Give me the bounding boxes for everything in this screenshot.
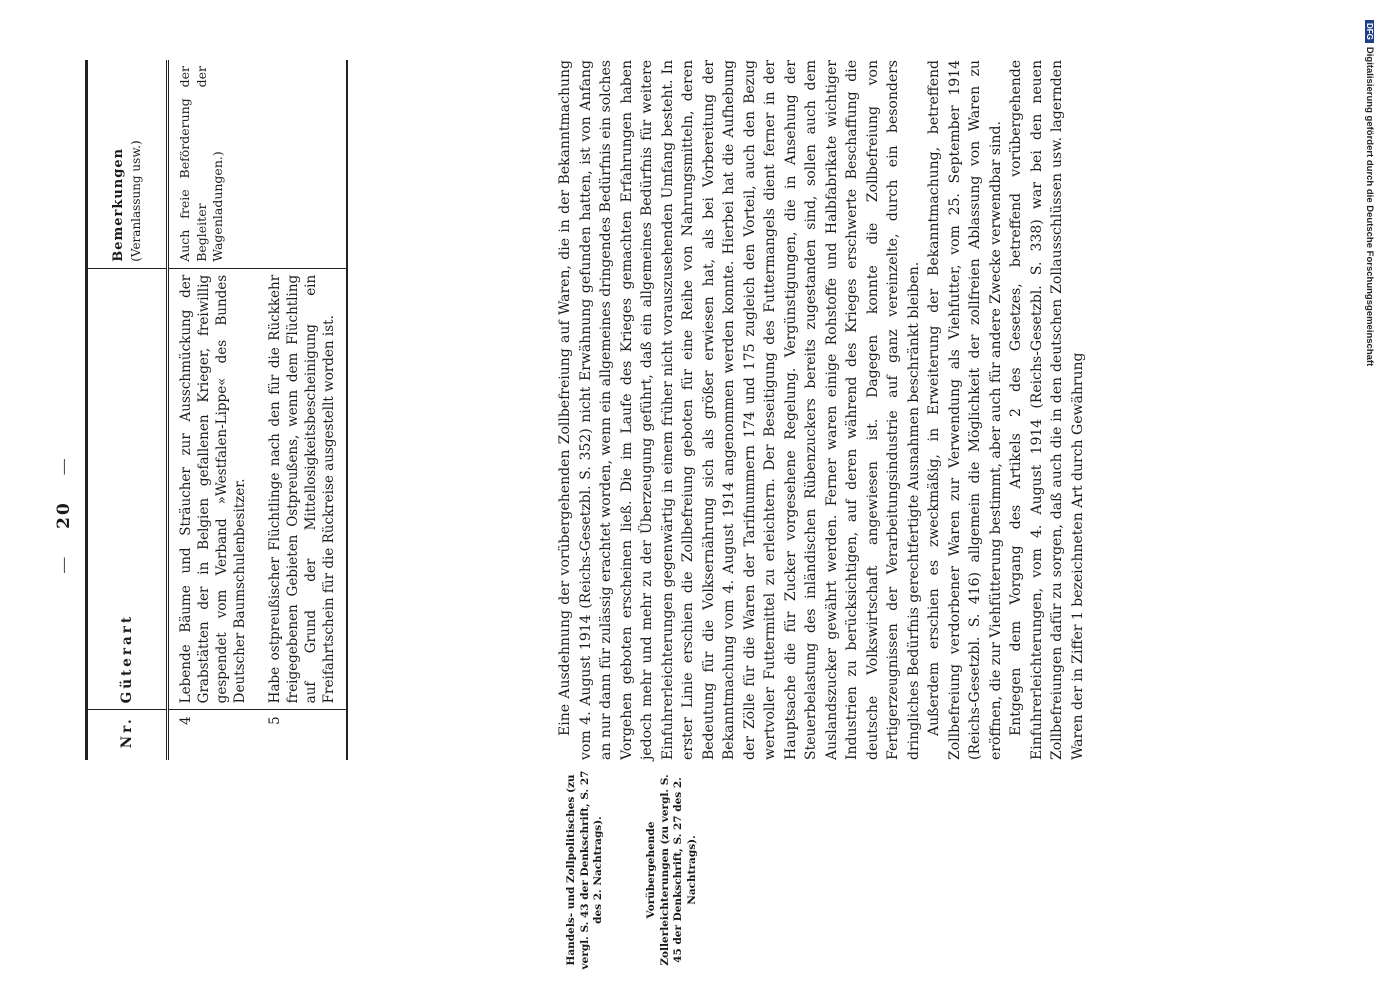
margin-note: Vorübergehende Zollerleichterungen (zu vergl. S. 45 der Denkschrift, S. 27 des 2. Nachtrags).	[645, 774, 698, 966]
paragraph: Außerdem erschien es zweckmäßig, in Erweiterung der Bekanntmachung, betreffend Zollbefreiung verdorbener Waren zur Verwendung als Viehfutter, vom 25. September 1914 (Reichs-Gesetzbl. S. 416) allgemein die Möglichkeit der zollfreien Ablassung von Waren zu eröffnen, die zur Viehfütterung bestimmt, aber auch für andere Zwecke verwendbar sind.	[926, 60, 1004, 760]
page-number-value: 20	[54, 501, 74, 529]
header-gueterart: Güterart	[87, 268, 168, 710]
dfg-credit	[1361, 8, 1377, 408]
table-row	[258, 60, 348, 760]
dfg-credit-label: Digitalisierung gefördert durch die Deutsche Forschungsgemeinschaft	[1364, 46, 1375, 367]
header-bemerkungen-title: Bemerkungen	[111, 147, 126, 262]
row-gueterart: Habe ostpreußischer Flüchtlinge nach den für die Rückkehr freigegebenen Gebieten Ostpreußens, wenn dem Flüchtling auf Grund der Mittellosigkeitsbescheinigung ein Freifahrtschein für die Rückreise ausgestellt worden ist.	[258, 268, 348, 710]
row-bemerkung	[258, 60, 348, 268]
header-bemerkungen	[87, 60, 168, 268]
goods-table	[85, 40, 348, 760]
dfg-logo: DFG	[1365, 20, 1374, 43]
body-text	[555, 60, 1088, 760]
paragraph: Entgegen dem Vorgang des Artikels 2 des Gesetzes, betreffend vorübergehende Einfuhrerleichterungen, vom 4. August 1914 (Reichs-Gesetzbl. S. 338) war bei den neuen Zollbefreiungen dafür zu sorgen, daß auch die in den deutschen Zollausschlüssen usw. lagernden Waren der in Ziffer 1 bezeichneten Art durch Gewährung	[1008, 60, 1086, 760]
page-number	[54, 40, 74, 990]
document-page	[30, 40, 1320, 990]
page-number-dash-right: —	[54, 456, 74, 476]
row-nr: 4	[167, 710, 257, 760]
dfg-credit-text	[1364, 20, 1375, 366]
row-bemerkung: Auch freie Beförderung der Begleiter der Wagenladungen.)	[176, 66, 226, 262]
header-nr: Nr.	[87, 710, 168, 760]
margin-note: Handels- und Zollpolitisches (zu vergl. S. 43 der Denkschrift, S. 27 des 2. Nachtrags).	[565, 770, 605, 970]
row-gueterart: Lebende Bäume und Sträucher zur Ausschmückung der Grabstätten der in Belgien gefallenen Krieger, freiwillig gespendet vom Verband »Westfalen-Lippe« des Bundes Deutscher Baumschulenbesitzer.	[167, 268, 257, 710]
paragraph: Eine Ausdehnung der vorübergehenden Zollbefreiung auf Waren, die in der Bekanntmachung vom 4. August 1914 (Reichs-Gesetzbl. S. 352) nicht Erwähnung gefunden hatten, ist von Anfang an nur dann für zulässig erachtet worden, wenn ein allgemeines dringendes Bedürfnis ein solches Vorgehen geboten erscheinen ließ. Die im Laufe des Krieges gemachten Erfahrungen haben jedoch mehr und mehr zu der Überzeugung geführt, daß ein allgemeines Bedürfnis für weitere Einfuhrerleichterungen gegenwärtig in einem früher nicht vorauszusehenden Umfang besteht. In erster Linie erschien die Zollbefreiung geboten für eine Reihe von Nahrungsmitteln, deren Bedeutung für die Volksernährung sich als größer erwiesen hat, als bei Vorbereitung der Bekanntmachung vom 4. August 1914 angenommen werden konnte. Hierbei hat die Aufhebung der Zölle für die Waren der Tarifnummern 174 und 175 zugleich den Vorteil, auch den Bezug wertvoller Futtermittel zu erleichtern. Der Beseitigung des Futtermangels dient ferner in der Hauptsache die für Zucker vorgesehene Regelung. Vergünstigungen, die in Ansehung der Steuerbelastung des inländischen Rübenzuckers bereits zugestanden sind, sollen auch dem Auslandszucker gewährt werden. Ferner waren einige Rohstoffe und Halbfabrikate wichtiger Industrien zu berücksichtigen, auf deren während des Krieges erschwerte Beschaffung die deutsche Volkswirtschaft angewiesen ist. Dagegen konnte die Zollbefreiung von Fertigerzeugnissen der Verarbeitungsindustrie auf ganz vereinzelte, durch ein besonders dringliches Bedürfnis gerechtfertigte Ausnahmen beschränkt bleiben.	[557, 60, 922, 760]
row-nr: 5	[258, 710, 348, 760]
header-bemerkungen-sub: (Veranlassung usw.)	[128, 140, 143, 262]
table-row	[167, 60, 257, 760]
page-number-dash-left: —	[54, 554, 74, 574]
